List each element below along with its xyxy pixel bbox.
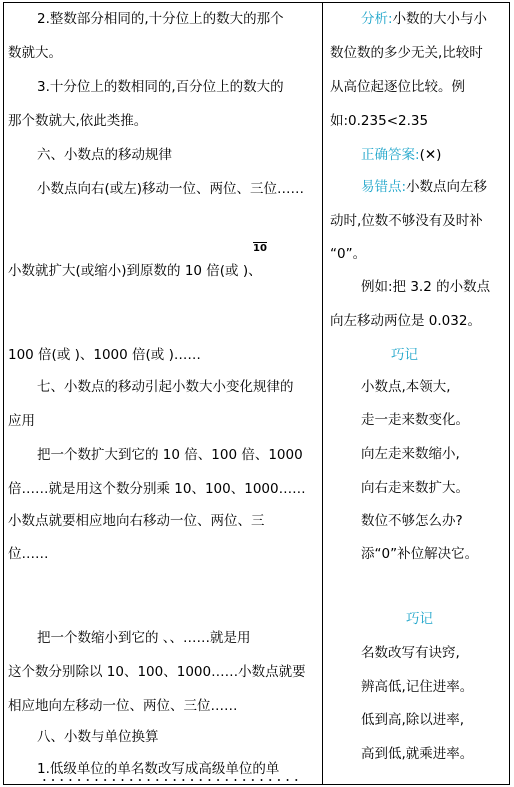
correct-answer (361, 146, 441, 164)
tip2-line: 名数改写有诀窍, (361, 645, 460, 661)
tip-title-1: 巧记 (391, 347, 418, 363)
column-divider (322, 2, 323, 785)
left-line-6: 小数点向右(或左)移动一位、两位、三位…… (37, 181, 305, 197)
left-line-2: 数就大。 (8, 45, 62, 61)
tip2-line: 低到高,除以进率, (361, 712, 465, 728)
tip1-line: 向右走来数扩大。 (361, 480, 469, 496)
analysis-line-4: 如:0.235<2.35 (330, 113, 429, 129)
tip1-line: 向左走来数缩小, (361, 446, 460, 462)
analysis-line-2: 数位数的多少无关,比较时 (330, 45, 483, 61)
tip1-line: 数位不够怎么办? (361, 513, 463, 529)
left-line-7: 小数就扩大(或缩小)到原数的 10 倍(或 )、 (8, 263, 262, 279)
section-seven-heading: 七、小数点的移动引起小数大小变化规律的 (37, 379, 294, 395)
left-line-13: 小数点就要相应地向右移动一位、两位、三 (8, 513, 265, 529)
error-line-3: “0”。 (330, 246, 367, 262)
error-line-1 (361, 178, 487, 196)
left-line-19: 1.低级单位的单名数改写成高级单位的单 (37, 761, 280, 777)
error-line-2: 动时,位数不够没有及时补 (330, 213, 483, 229)
left-line-11: 把一个数扩大到它的 10 倍、100 倍、1000 (37, 447, 303, 463)
left-line-4: 那个数就大,依此类推。 (8, 113, 148, 129)
left-line-1: 2.整数部分相同的,十分位上的数大的那个 (37, 11, 284, 27)
left-line-12: 倍……就是用这个数分别乘 10、100、1000…… (8, 481, 306, 497)
analysis-text-1: 小数的大小与小 (392, 11, 488, 27)
left-line-10: 应用 (8, 413, 35, 429)
analysis-line-1 (361, 10, 487, 28)
answer-value: (✕) (419, 147, 442, 163)
left-line-15: 把一个数缩小到它的 、、……就是用 (37, 630, 251, 646)
left-line-3: 3.十分位上的数相同的,百分位上的数大的 (37, 79, 284, 95)
section-six-heading: 六、小数点的移动规律 (37, 147, 172, 163)
tip2-line: 高到低,就乘进率。 (361, 746, 474, 762)
answer-label: 正确答案: (361, 147, 420, 163)
left-line-14: 位…… (8, 546, 49, 562)
example-line-2: 向左移动两位是 0.032。 (330, 313, 481, 329)
error-text-1: 小数点向左移 (406, 179, 488, 195)
tip2-line: 辨高低,记住进率。 (361, 679, 474, 695)
analysis-line-3: 从高位起逐位比较。例 (330, 79, 465, 95)
tip-title-2: 巧记 (406, 611, 433, 627)
tip1-line: 小数点,本领大, (361, 379, 451, 395)
left-line-16: 这个数分别除以 10、100、1000……小数点就要 (8, 664, 306, 680)
tip1-line: 走一走来数变化。 (361, 412, 469, 428)
left-line-17: 相应地向左移动一位、两位、三位…… (8, 698, 238, 714)
tip1-line: 添“0”补位解决它。 (361, 546, 479, 562)
error-label: 易错点: (361, 179, 407, 195)
fraction-denominator: 10 (253, 243, 267, 254)
left-line-8: 100 倍(或 )、1000 倍(或 )…… (8, 347, 201, 363)
section-eight-heading: 八、小数与单位换算 (37, 729, 159, 745)
analysis-label: 分析: (361, 11, 393, 27)
emphasis-dots (40, 778, 302, 782)
example-line-1: 例如:把 3.2 的小数点 (361, 279, 491, 295)
